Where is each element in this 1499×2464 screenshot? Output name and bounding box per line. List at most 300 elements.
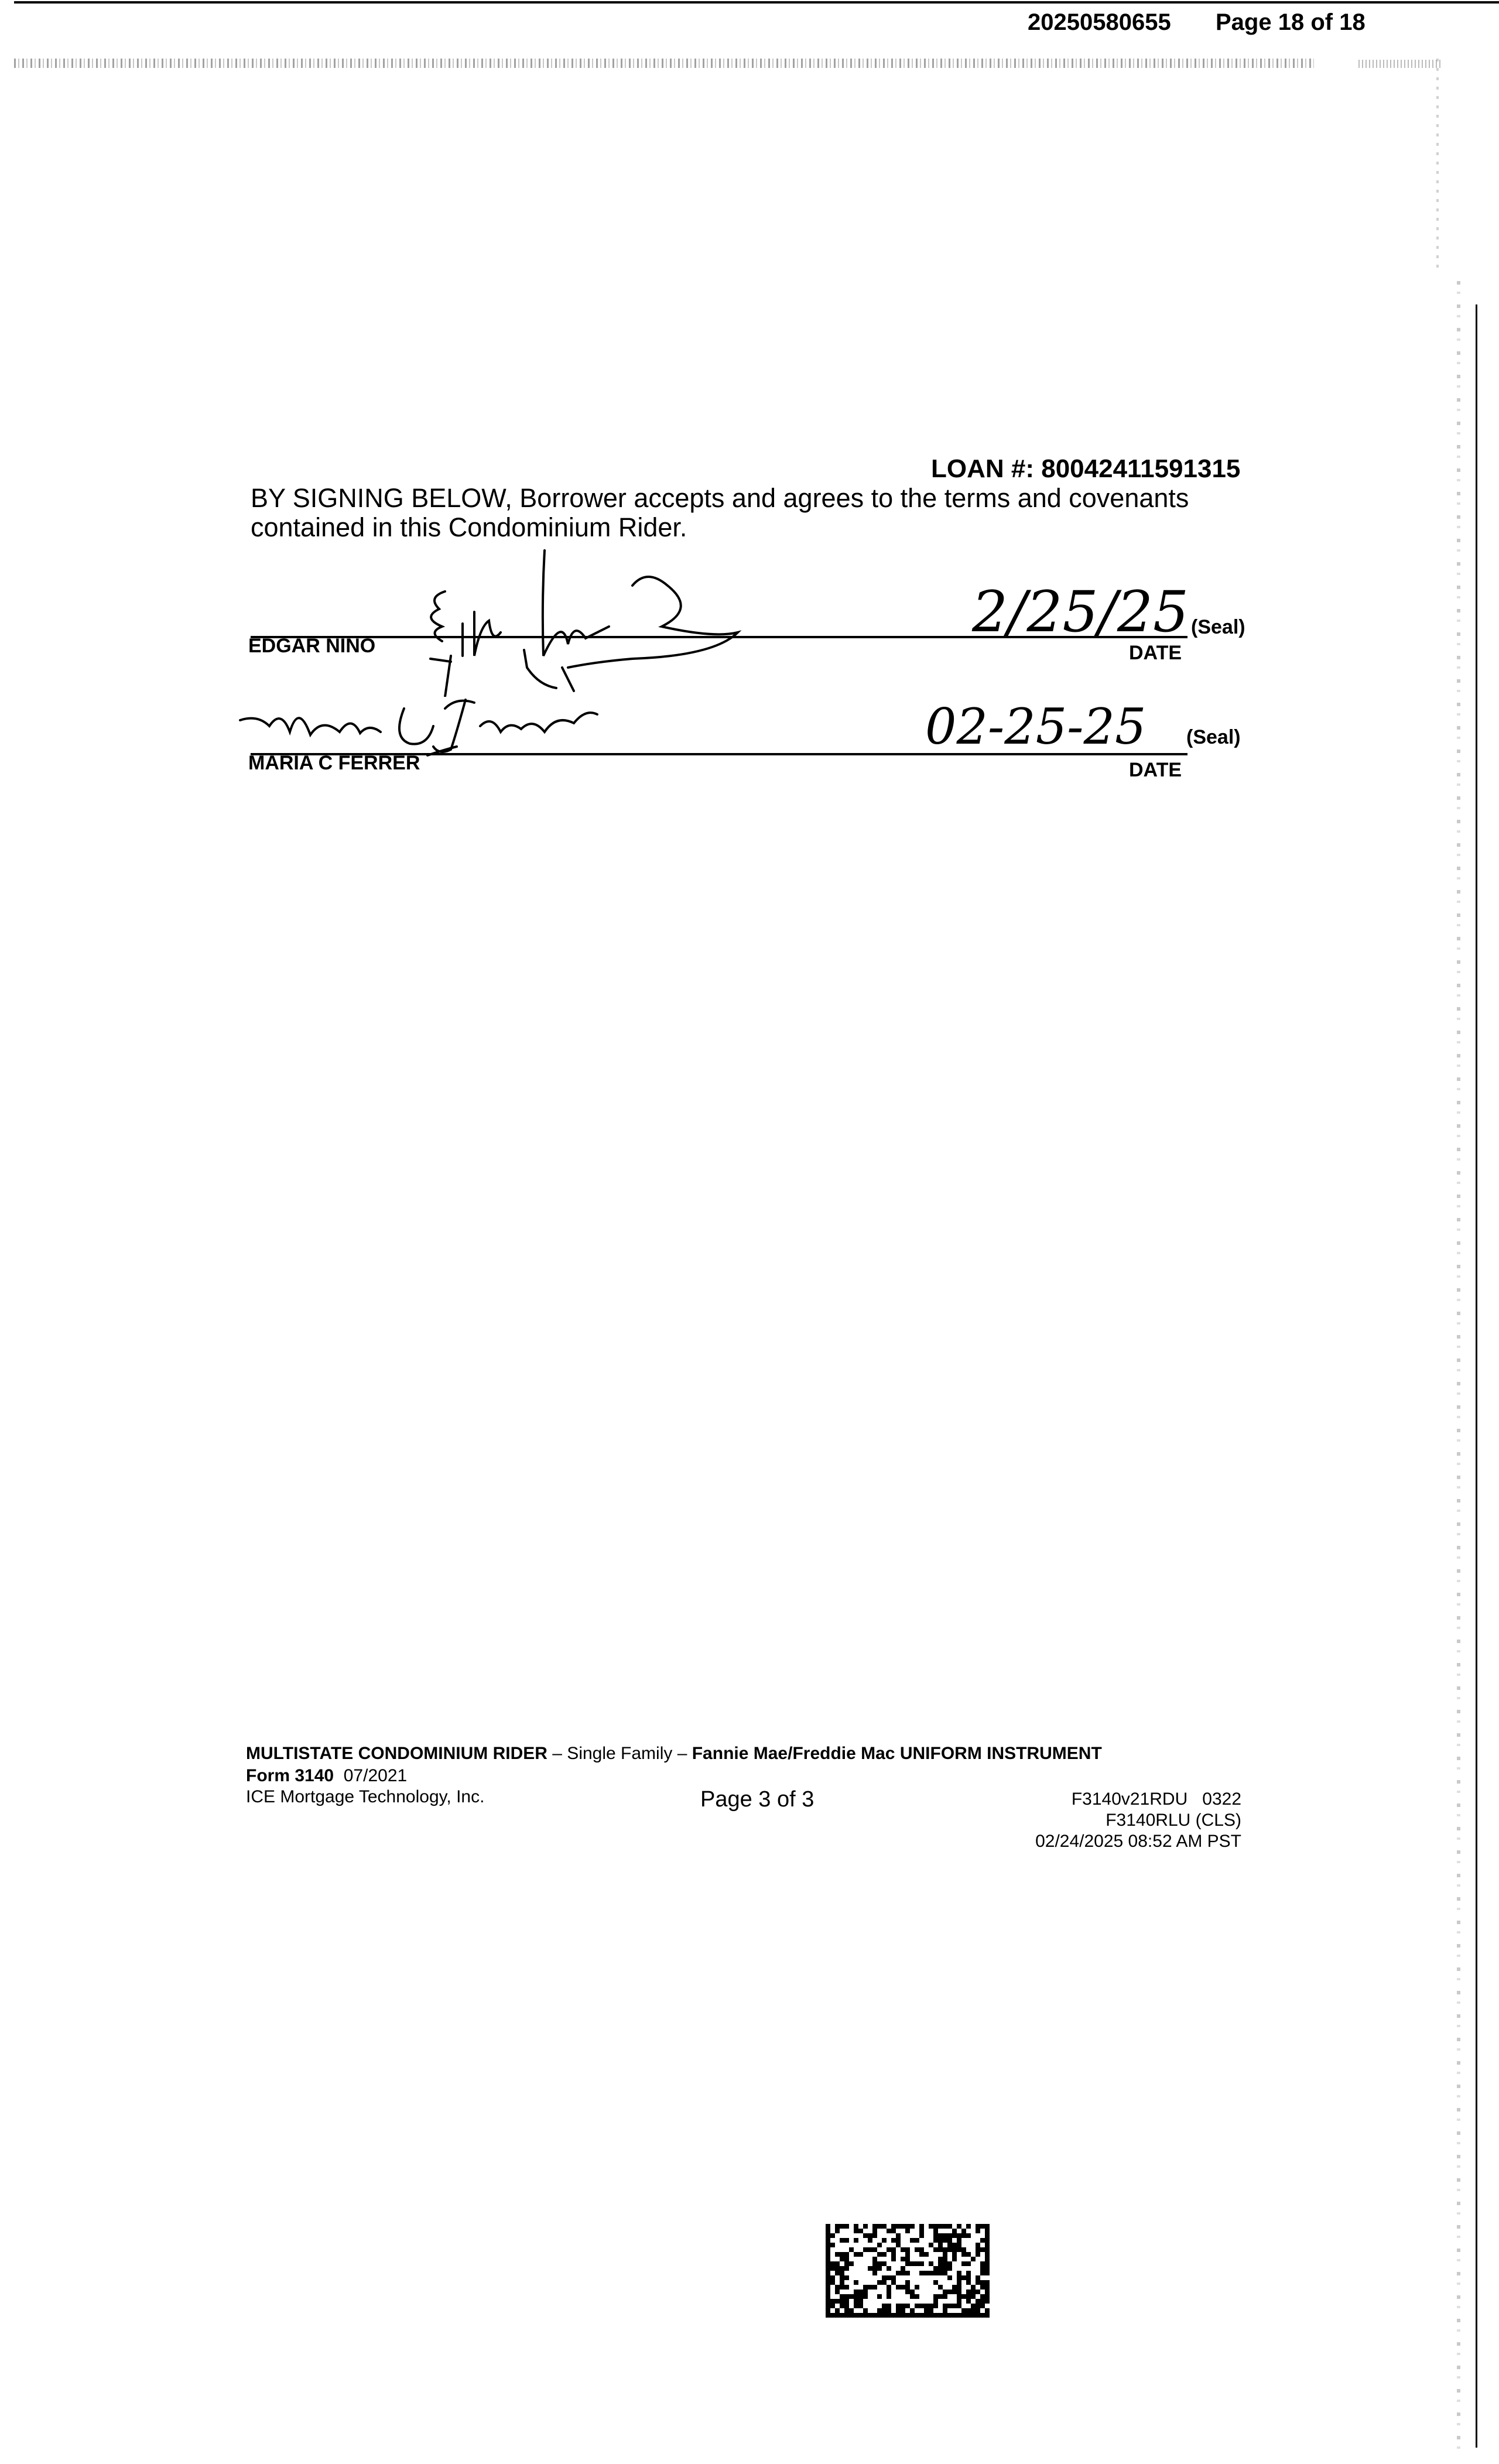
barcode-module	[919, 2313, 924, 2318]
barcode-module	[863, 2294, 868, 2299]
barcode-module	[826, 2290, 830, 2294]
barcode-module	[966, 2261, 971, 2266]
barcode-module	[980, 2304, 985, 2308]
barcode-module	[835, 2299, 840, 2304]
barcode-module	[905, 2261, 910, 2266]
barcode-module	[830, 2266, 835, 2271]
barcode-module	[976, 2229, 980, 2233]
barcode-module	[957, 2238, 961, 2243]
barcode-module	[952, 2285, 957, 2290]
barcode-module	[947, 2243, 952, 2247]
barcode-module	[943, 2308, 947, 2313]
barcode-module	[877, 2266, 882, 2271]
barcode-module	[877, 2252, 882, 2257]
barcode-module	[830, 2243, 835, 2247]
barcode-module	[952, 2290, 957, 2294]
barcode-module	[971, 2294, 976, 2299]
form-date: 07/2021	[343, 1766, 408, 1785]
form-number-label: Form 3140	[246, 1766, 334, 1785]
barcode-module	[966, 2290, 971, 2294]
barcode-module	[971, 2304, 976, 2308]
barcode-module	[887, 2313, 891, 2318]
barcode-module	[924, 2271, 929, 2275]
barcode-module	[887, 2266, 891, 2271]
company-name: ICE Mortgage Technology, Inc.	[246, 1787, 485, 1806]
barcode-module	[943, 2233, 947, 2238]
barcode-module	[896, 2304, 901, 2308]
barcode-module	[887, 2294, 891, 2299]
barcode-module	[943, 2294, 947, 2299]
seal-label-edgar-nino: (Seal)	[1191, 616, 1245, 638]
barcode-module	[957, 2233, 961, 2238]
barcode-module	[830, 2261, 835, 2266]
page-number: Page 3 of 3	[700, 1787, 814, 1812]
barcode-module	[905, 2304, 910, 2308]
barcode-module	[919, 2233, 924, 2238]
barcode-module	[976, 2252, 980, 2257]
barcode-module	[915, 2261, 919, 2266]
barcode-module	[868, 2233, 872, 2238]
barcode-module	[868, 2313, 872, 2318]
signer-name-edgar-nino: EDGAR NINO	[248, 635, 376, 657]
barcode-module	[933, 2238, 938, 2243]
barcode-module	[905, 2247, 910, 2252]
scan-edge-mark-upper	[1436, 59, 1439, 269]
barcode-module	[933, 2266, 938, 2271]
barcode-module	[830, 2233, 835, 2238]
barcode-module	[882, 2252, 887, 2257]
barcode-module	[933, 2271, 938, 2275]
form-title-part3: Fannie Mae/Freddie Mac UNIFORM INSTRUMENT	[692, 1744, 1102, 1763]
barcode-module	[826, 2313, 830, 2318]
svg-text:02-25-25: 02-25-25	[925, 698, 1147, 755]
barcode-module	[905, 2224, 910, 2229]
barcode-module	[896, 2285, 901, 2290]
barcode-module	[976, 2275, 980, 2280]
barcode-module	[891, 2247, 896, 2252]
handwritten-date-edgar-nino	[966, 580, 1200, 644]
barcode-module	[863, 2224, 868, 2229]
form-title-part2: – Single Family –	[547, 1744, 692, 1763]
barcode-module	[910, 2290, 915, 2294]
barcode-module	[835, 2224, 840, 2229]
form-title-part1: MULTISTATE CONDOMINIUM RIDER	[246, 1744, 547, 1763]
barcode-module	[858, 2290, 863, 2294]
form-title	[246, 1744, 1102, 1764]
barcode-module	[844, 2275, 849, 2280]
barcode-module	[891, 2238, 896, 2243]
barcode-module	[882, 2308, 887, 2313]
barcode-module	[877, 2313, 882, 2318]
barcode-module	[877, 2224, 882, 2229]
page-edge-line	[1476, 304, 1477, 2448]
barcode-module	[840, 2299, 844, 2304]
barcode-module	[882, 2238, 887, 2243]
barcode-module	[887, 2304, 891, 2308]
loan-number: LOAN #: 80042411591315	[931, 454, 1241, 483]
barcode-module	[835, 2252, 840, 2257]
barcode-module	[938, 2247, 943, 2252]
barcode-module	[854, 2294, 858, 2299]
barcode-module	[905, 2313, 910, 2318]
barcode-module	[887, 2229, 891, 2233]
top-rule	[14, 1, 1499, 4]
barcode-module	[943, 2257, 947, 2261]
barcode-module	[938, 2285, 943, 2290]
barcode-module	[952, 2247, 957, 2252]
barcode-module	[980, 2285, 985, 2290]
barcode-module	[980, 2238, 985, 2243]
barcode-module	[947, 2313, 952, 2318]
barcode-module	[835, 2261, 840, 2266]
barcode-module	[840, 2313, 844, 2318]
barcode-module	[943, 2252, 947, 2257]
barcode-module	[961, 2308, 966, 2313]
barcode-module	[985, 2308, 990, 2313]
barcode-module	[868, 2247, 872, 2252]
barcode-module	[952, 2257, 957, 2261]
barcode-module	[943, 2224, 947, 2229]
barcode-module	[919, 2224, 924, 2229]
barcode-module	[891, 2313, 896, 2318]
scan-noise-strip-right	[1358, 60, 1440, 68]
barcode-module	[933, 2280, 938, 2285]
barcode-module	[858, 2229, 863, 2233]
barcode-module	[915, 2285, 919, 2290]
barcode-module	[854, 2304, 858, 2308]
barcode-module	[933, 2233, 938, 2238]
barcode-module	[830, 2313, 835, 2318]
barcode-module	[947, 2247, 952, 2252]
barcode-module	[901, 2257, 905, 2261]
barcode-module	[938, 2266, 943, 2271]
barcode-module	[901, 2308, 905, 2313]
barcode-module	[877, 2280, 882, 2285]
barcode-module	[910, 2261, 915, 2266]
barcode-module	[961, 2233, 966, 2238]
svg-text:2/25/25: 2/25/25	[972, 580, 1189, 644]
barcode-module	[976, 2313, 980, 2318]
barcode-module	[952, 2233, 957, 2238]
barcode-module	[910, 2224, 915, 2229]
barcode-module	[887, 2308, 891, 2313]
barcode-module	[905, 2290, 910, 2294]
barcode-module	[840, 2275, 844, 2280]
date-label-edgar-nino: DATE	[1129, 642, 1182, 664]
barcode-module	[961, 2294, 966, 2299]
barcode-module	[877, 2261, 882, 2266]
barcode-module	[976, 2280, 980, 2285]
barcode-module	[877, 2308, 882, 2313]
barcode-module	[826, 2304, 830, 2308]
barcode-module	[826, 2243, 830, 2247]
barcode-module	[901, 2285, 905, 2290]
barcode-module	[976, 2304, 980, 2308]
barcode-module	[835, 2271, 840, 2275]
barcode-module	[924, 2252, 929, 2257]
barcode-module	[919, 2247, 924, 2252]
barcode-module	[961, 2275, 966, 2280]
barcode-module	[924, 2313, 929, 2318]
barcode-module	[910, 2313, 915, 2318]
barcode-module	[985, 2257, 990, 2261]
barcode-module	[863, 2233, 868, 2238]
barcode-module	[901, 2224, 905, 2229]
barcode-module	[830, 2304, 835, 2308]
barcode-module	[849, 2294, 854, 2299]
barcode-module	[943, 2261, 947, 2266]
barcode-module	[985, 2285, 990, 2290]
barcode-module	[901, 2266, 905, 2271]
barcode-module	[872, 2229, 877, 2233]
barcode-module	[966, 2294, 971, 2299]
barcode-module	[985, 2299, 990, 2304]
barcode-module	[872, 2285, 877, 2290]
barcode-module	[826, 2261, 830, 2266]
barcode-module	[872, 2266, 877, 2271]
barcode-module	[957, 2299, 961, 2304]
page-indicator: Page 18 of 18	[1216, 9, 1365, 35]
barcode-module	[952, 2304, 957, 2308]
barcode-module	[952, 2313, 957, 2318]
barcode-module	[976, 2224, 980, 2229]
barcode-module	[863, 2290, 868, 2294]
barcode-module	[882, 2261, 887, 2266]
barcode-module	[840, 2266, 844, 2271]
barcode-module	[976, 2308, 980, 2313]
barcode-module	[985, 2229, 990, 2233]
barcode-module	[938, 2233, 943, 2238]
barcode-module	[966, 2299, 971, 2304]
barcode-module	[826, 2294, 830, 2299]
barcode-module	[929, 2308, 933, 2313]
barcode-module	[844, 2299, 849, 2304]
barcode-module	[844, 2238, 849, 2243]
barcode-module	[966, 2275, 971, 2280]
barcode-module	[980, 2261, 985, 2266]
form-code-2: F3140RLU (CLS)	[1106, 1811, 1241, 1830]
barcode-module	[868, 2238, 872, 2243]
barcode-module	[985, 2294, 990, 2299]
barcode-module	[826, 2280, 830, 2285]
barcode-module	[933, 2224, 938, 2229]
barcode-module	[915, 2247, 919, 2252]
barcode-module	[896, 2308, 901, 2313]
barcode-module	[924, 2308, 929, 2313]
barcode-module	[868, 2285, 872, 2290]
barcode-module	[947, 2275, 952, 2280]
barcode-module	[887, 2275, 891, 2280]
form-code-1: F3140v21RDU 0322	[1071, 1789, 1241, 1809]
barcode-module	[905, 2229, 910, 2233]
barcode-module	[966, 2252, 971, 2257]
barcode-module	[840, 2271, 844, 2275]
barcode-module	[976, 2247, 980, 2252]
barcode-module	[985, 2271, 990, 2275]
barcode-module	[985, 2290, 990, 2294]
barcode-module	[826, 2238, 830, 2243]
barcode-module	[826, 2271, 830, 2275]
document-number: 20250580655	[1028, 9, 1171, 35]
barcode-module	[919, 2261, 924, 2266]
barcode-module	[943, 2290, 947, 2294]
barcode-module	[919, 2229, 924, 2233]
barcode-module	[961, 2229, 966, 2233]
barcode-module	[840, 2224, 844, 2229]
barcode-module	[891, 2224, 896, 2229]
barcode-module	[976, 2299, 980, 2304]
barcode-module	[919, 2252, 924, 2257]
barcode-module	[933, 2294, 938, 2299]
barcode-module	[896, 2271, 901, 2275]
seal-label-maria-c-ferrer: (Seal)	[1186, 726, 1241, 748]
barcode-module	[840, 2304, 844, 2308]
barcode-module	[849, 2313, 854, 2318]
agreement-text: BY SIGNING BELOW, Borrower accepts and agrees to the terms and covenants contained in this Condominium Rider.	[251, 483, 1189, 542]
barcode-module	[910, 2294, 915, 2299]
barcode-module	[835, 2308, 840, 2313]
barcode-module	[938, 2238, 943, 2243]
barcode-module	[943, 2238, 947, 2243]
barcode-module	[943, 2271, 947, 2275]
barcode-module	[952, 2229, 957, 2233]
barcode-module	[872, 2313, 877, 2318]
barcode-module	[933, 2313, 938, 2318]
timestamp: 02/24/2025 08:52 AM PST	[1035, 1832, 1241, 1851]
barcode-module	[863, 2247, 868, 2252]
barcode-module	[957, 2280, 961, 2285]
barcode-module	[976, 2290, 980, 2294]
barcode-module	[933, 2229, 938, 2233]
barcode-module	[891, 2280, 896, 2285]
barcode-module	[957, 2294, 961, 2299]
barcode-module	[887, 2247, 891, 2252]
barcode-module	[840, 2285, 844, 2290]
barcode-module	[938, 2294, 943, 2299]
barcode-module	[957, 2304, 961, 2308]
barcode-module	[887, 2285, 891, 2290]
barcode-module	[835, 2313, 840, 2318]
barcode-module	[849, 2247, 854, 2252]
barcode-module	[961, 2247, 966, 2252]
barcode-module	[929, 2224, 933, 2229]
barcode-module	[844, 2308, 849, 2313]
barcode-module	[858, 2304, 863, 2308]
barcode-module	[872, 2271, 877, 2275]
barcode-module	[826, 2266, 830, 2271]
barcode-module	[854, 2229, 858, 2233]
barcode-module	[844, 2294, 849, 2299]
barcode-module	[980, 2224, 985, 2229]
barcode-module	[957, 2271, 961, 2275]
barcode-module	[882, 2313, 887, 2318]
barcode-module	[971, 2308, 976, 2313]
barcode-module	[868, 2266, 872, 2271]
barcode-module	[943, 2266, 947, 2271]
barcode-module	[844, 2261, 849, 2266]
barcode-module	[826, 2285, 830, 2290]
barcode-module	[938, 2271, 943, 2275]
barcode-module	[830, 2280, 835, 2285]
barcode-module	[901, 2313, 905, 2318]
barcode-module	[966, 2280, 971, 2285]
barcode-module	[826, 2252, 830, 2257]
barcode-module	[985, 2224, 990, 2229]
barcode-module	[938, 2257, 943, 2261]
barcode-module	[872, 2233, 877, 2238]
barcode-module	[872, 2247, 877, 2252]
barcode-module	[901, 2304, 905, 2308]
barcode-module	[985, 2247, 990, 2252]
barcode-module	[882, 2275, 887, 2280]
barcode-module	[929, 2271, 933, 2275]
barcode-module	[835, 2285, 840, 2290]
barcode-module	[896, 2224, 901, 2229]
barcode-module	[826, 2233, 830, 2238]
barcode-module	[854, 2313, 858, 2318]
barcode-module	[915, 2294, 919, 2299]
barcode-module	[849, 2261, 854, 2266]
barcode-module	[985, 2252, 990, 2257]
barcode-module	[858, 2313, 863, 2318]
date-label-maria-c-ferrer: DATE	[1129, 759, 1182, 781]
barcode-module	[840, 2280, 844, 2285]
barcode-module	[938, 2224, 943, 2229]
barcode-module	[854, 2224, 858, 2229]
barcode-module	[966, 2308, 971, 2313]
barcode-module	[896, 2313, 901, 2318]
barcode-module	[830, 2275, 835, 2280]
barcode-module	[858, 2294, 863, 2299]
barcode-module	[910, 2238, 915, 2243]
barcode-module	[891, 2252, 896, 2257]
scan-edge-mark	[1457, 281, 1460, 2459]
barcode-module	[980, 2313, 985, 2318]
barcode-module	[980, 2299, 985, 2304]
barcode-module	[933, 2299, 938, 2304]
barcode-module	[985, 2243, 990, 2247]
barcode-module	[957, 2224, 961, 2229]
barcode-module	[854, 2299, 858, 2304]
barcode-module	[943, 2313, 947, 2318]
barcode-module	[985, 2313, 990, 2318]
barcode-module	[985, 2238, 990, 2243]
barcode-module	[966, 2271, 971, 2275]
barcode-module	[844, 2266, 849, 2271]
barcode-module	[826, 2247, 830, 2252]
barcode-module	[952, 2252, 957, 2257]
barcode-module	[872, 2257, 877, 2261]
barcode-module	[905, 2257, 910, 2261]
barcode-module	[980, 2280, 985, 2285]
barcode-module	[957, 2243, 961, 2247]
barcode-module	[844, 2257, 849, 2261]
barcode-module	[938, 2261, 943, 2266]
barcode-module	[915, 2313, 919, 2318]
barcode-module	[901, 2271, 905, 2275]
barcode-module	[882, 2224, 887, 2229]
barcode-module	[835, 2229, 840, 2233]
barcode-module	[947, 2238, 952, 2243]
barcode-module	[896, 2243, 901, 2247]
barcode-module	[947, 2261, 952, 2266]
barcode-module	[915, 2238, 919, 2243]
barcode-module	[872, 2261, 877, 2266]
barcode-module	[858, 2299, 863, 2304]
barcode-module	[985, 2261, 990, 2266]
barcode-module	[929, 2261, 933, 2266]
barcode-module	[933, 2304, 938, 2308]
